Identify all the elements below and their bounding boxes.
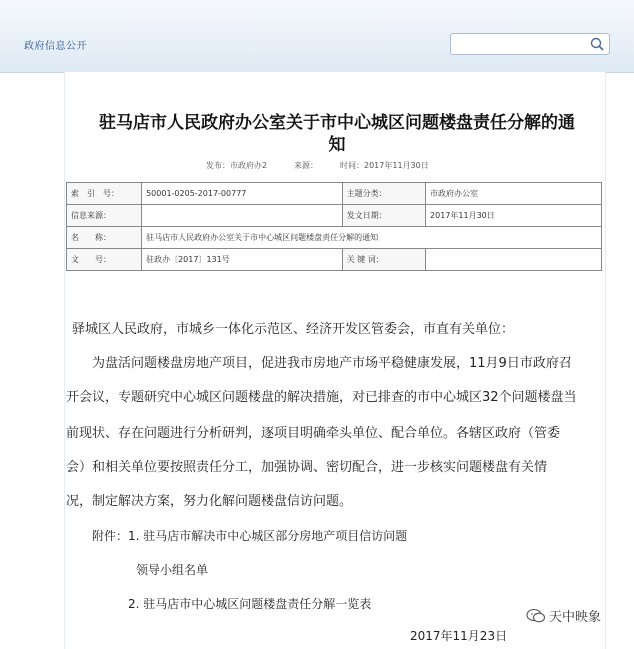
info-row bbox=[67, 249, 602, 271]
date-value: 2017年11月30日 bbox=[426, 205, 602, 227]
doc-no-value: 驻政办〔2017〕131号 bbox=[142, 249, 343, 271]
site-label: 政府信息公开 bbox=[24, 41, 87, 52]
attachment-2: 2. 驻马店市中心城区问题楼盘责任分解一览表 bbox=[128, 597, 372, 611]
info-source-value bbox=[142, 205, 343, 227]
body-line-5: 况，制定解决方案，努力化解问题楼盘信访问题。 bbox=[66, 494, 353, 509]
document-date: 2017年11月23日 bbox=[410, 629, 508, 643]
meta-issuer: 发布：市政府办2 bbox=[206, 161, 268, 170]
category-label: 主题分类： bbox=[342, 183, 425, 205]
meta-source: 来源： bbox=[294, 161, 318, 170]
portal-header bbox=[0, 0, 634, 73]
body-line-1: 为盘活问题楼盘房地产项目，促进我市房地产市场平稳健康发展，11月9日市政府召 bbox=[92, 356, 572, 371]
body-line-3: 前现状、存在问题进行分析研判，逐项目明确牵头单位、配合单位。各辖区政府（管委 bbox=[66, 426, 561, 441]
search-box[interactable] bbox=[450, 33, 610, 55]
info-row bbox=[67, 205, 602, 227]
body-line-4: 会）和相关单位要按照责任分工，加强协调、密切配合，进一步核实问题楼盘有关情 bbox=[66, 460, 548, 475]
keyword-value bbox=[426, 249, 602, 271]
body-line-2: 开会议，专题研究中心城区问题楼盘的解决措施，对已排查的市中心城区32个问题楼盘当 bbox=[66, 390, 577, 405]
date-label: 发文日期： bbox=[342, 205, 425, 227]
watermark-text: 天中映象 bbox=[549, 610, 602, 625]
wechat-icon bbox=[526, 608, 546, 624]
index-value: 50001-0205-2017-00777 bbox=[142, 183, 343, 205]
category-value: 市政府办公室 bbox=[426, 183, 602, 205]
meta-time: 时间：2017年11月30日 bbox=[340, 161, 429, 170]
info-source-label: 信息来源： bbox=[67, 205, 142, 227]
doc-no-label: 文 号： bbox=[67, 249, 142, 271]
attachment-1: 附件：1. 驻马店市解决市中心城区部分房地产项目信访问题 bbox=[92, 529, 408, 543]
title-line-2: 知 bbox=[328, 135, 346, 155]
index-label: 索 引 号： bbox=[67, 183, 142, 205]
attachment-1-continued: 领导小组名单 bbox=[136, 563, 209, 577]
search-input[interactable] bbox=[455, 36, 587, 54]
keyword-label: 关 键 词： bbox=[342, 249, 425, 271]
info-row bbox=[67, 183, 602, 205]
info-row bbox=[67, 227, 602, 249]
name-value: 驻马店市人民政府办公室关于市中心城区问题楼盘责任分解的通知 bbox=[142, 227, 602, 249]
name-label: 名 称： bbox=[67, 227, 142, 249]
addressee: 驿城区人民政府，市城乡一体化示范区、经济开发区管委会，市直有关单位： bbox=[72, 322, 515, 337]
wechat-watermark bbox=[526, 606, 601, 625]
title-line-1: 驻马店市人民政府办公室关于市中心城区问题楼盘责任分解的通 bbox=[99, 113, 575, 133]
info-table bbox=[66, 182, 602, 271]
document-title bbox=[70, 112, 604, 156]
search-icon[interactable] bbox=[589, 36, 605, 52]
